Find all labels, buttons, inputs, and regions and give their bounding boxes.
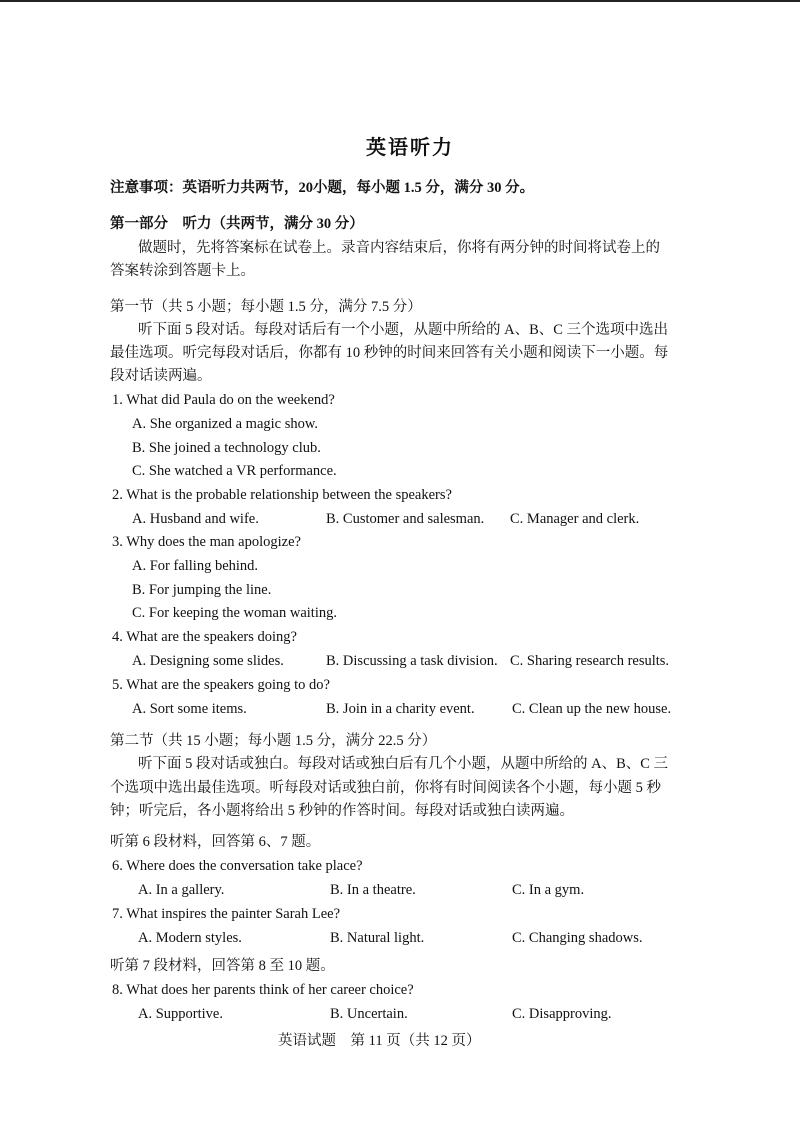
- section2-intro-line: 个选项中选出最佳选项。听每段对话或独白前，你将有时间阅读各个小题，每小题 5 秒: [110, 780, 661, 796]
- section2-intro-line: 钟；听完后，各小题将给出 5 秒钟的作答时间。每段对话或独白读两遍。: [110, 803, 574, 819]
- question-3-option-b: B. For jumping the line.: [132, 582, 272, 598]
- question-4-option-c: C. Sharing research results.: [510, 653, 670, 669]
- material-7-instruction: 听第 7 段材料，回答第 8 至 10 题。: [110, 958, 335, 974]
- page-footer: 英语试题 第 11 页（共 12 页）: [278, 1033, 481, 1049]
- question-8: 8. What does her parents think of her career choice?: [112, 982, 414, 998]
- top-border-line: [0, 0, 800, 2]
- question-5-option-c: C. Clean up the new house.: [512, 701, 672, 717]
- question-4: 4. What are the speakers doing?: [112, 629, 297, 645]
- question-2-option-a: A. Husband and wife.: [132, 511, 259, 527]
- page-title: 英语听力: [366, 137, 454, 159]
- question-1: 1. What did Paula do on the weekend?: [112, 392, 335, 408]
- notice-text: 注意事项：英语听力共两节，20小题，每小题 1.5 分，满分 30 分。: [110, 180, 535, 196]
- question-7-option-c: C. Changing shadows.: [512, 930, 643, 946]
- question-2-option-b: B. Customer and salesman.: [326, 511, 485, 527]
- question-5-option-a: A. Sort some items.: [132, 701, 247, 717]
- question-7-option-a: A. Modern styles.: [138, 930, 242, 946]
- question-1-option-a: A. She organized a magic show.: [132, 416, 319, 432]
- section1-intro-line: 段对话读两遍。: [110, 368, 212, 384]
- question-8-option-b: B. Uncertain.: [330, 1006, 408, 1022]
- question-7: 7. What inspires the painter Sarah Lee?: [112, 906, 341, 922]
- question-6-option-c: C. In a gym.: [512, 882, 585, 898]
- question-4-option-a: A. Designing some slides.: [132, 653, 284, 669]
- part1-heading: 第一部分 听力（共两节，满分 30 分）: [110, 216, 364, 232]
- part1-intro-line: 答案转涂到答题卡上。: [110, 263, 255, 279]
- question-8-option-c: C. Disapproving.: [512, 1006, 612, 1022]
- question-5: 5. What are the speakers going to do?: [112, 677, 330, 693]
- question-3-option-c: C. For keeping the woman waiting.: [132, 605, 337, 621]
- section2-heading: 第二节（共 15 小题；每小题 1.5 分，满分 22.5 分）: [110, 733, 437, 749]
- question-5-option-b: B. Join in a charity event.: [326, 701, 475, 717]
- question-6: 6. Where does the conversation take place?: [112, 858, 363, 874]
- question-1-option-c: C. She watched a VR performance.: [132, 463, 337, 479]
- section1-intro-line: 最佳选项。听完每段对话后，你都有 10 秒钟的时间来回答有关小题和阅读下一小题。每: [110, 345, 669, 361]
- section2-intro-line: 听下面 5 段对话或独白。每段对话或独白后有几个小题，从题中所给的 A、B、C 三: [138, 756, 669, 772]
- question-4-option-b: B. Discussing a task division.: [326, 653, 498, 669]
- question-3: 3. Why does the man apologize?: [112, 534, 301, 550]
- question-6-option-a: A. In a gallery.: [138, 882, 225, 898]
- question-2: 2. What is the probable relationship between the speakers?: [112, 487, 452, 503]
- question-6-option-b: B. In a theatre.: [330, 882, 416, 898]
- question-1-option-b: B. She joined a technology club.: [132, 440, 321, 456]
- section1-intro-line: 听下面 5 段对话。每段对话后有一个小题，从题中所给的 A、B、C 三个选项中选出: [138, 322, 669, 338]
- question-3-option-a: A. For falling behind.: [132, 558, 259, 574]
- part1-intro-line: 做题时，先将答案标在试卷上。录音内容结束后，你将有两分钟的时间将试卷上的: [138, 240, 660, 256]
- section1-heading: 第一节（共 5 小题；每小题 1.5 分，满分 7.5 分）: [110, 299, 422, 315]
- question-7-option-b: B. Natural light.: [330, 930, 425, 946]
- material-6-instruction: 听第 6 段材料，回答第 6、7 题。: [110, 834, 321, 850]
- question-8-option-a: A. Supportive.: [138, 1006, 223, 1022]
- question-2-option-c: C. Manager and clerk.: [510, 511, 640, 527]
